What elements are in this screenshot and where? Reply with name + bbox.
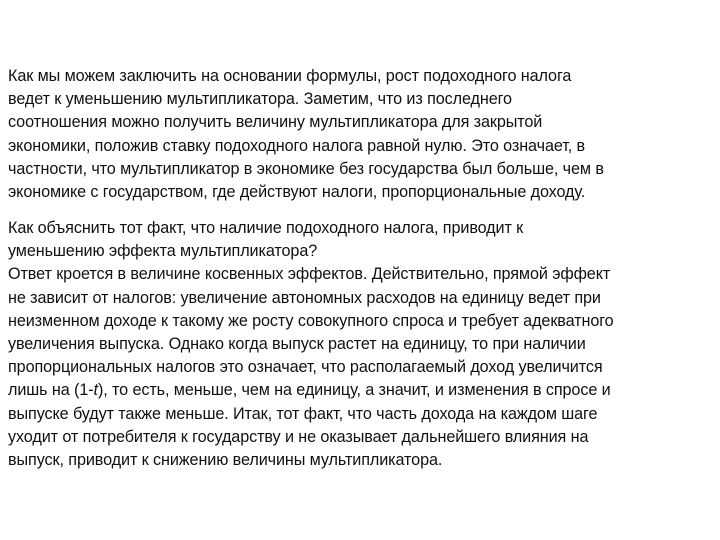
text-line: экономике с государством, где действуют налоги, пропорциональные доходу.: [8, 183, 586, 202]
paragraph-multiplier-formula: [8, 65, 714, 204]
text-line: экономики, положив ставку подоходного налога равной нулю. Это означает, в: [8, 136, 586, 155]
text-line: увеличения выпуска. Однако когда выпуск растет на единицу, то при наличии: [8, 335, 586, 354]
question-line: Как объяснить тот факт, что наличие подоходного налога, приводит к: [8, 219, 524, 237]
text-line: неизменном доходе к такому же росту совокупного спроса и требует адекватного: [8, 311, 614, 330]
tax-rate-variable: t: [93, 381, 98, 400]
text-line: не зависит от налогов: увеличение автономных расходов на единицу ведет при: [8, 288, 601, 307]
text-line: выпуске будут также меньше. Итак, тот факт, что часть дохода на каждом шаге: [8, 404, 598, 423]
text-segment: лишь на (1-: [8, 381, 94, 400]
question-line: уменьшению эффекта мультипликатора?: [8, 242, 318, 261]
text-line-with-tax-variable: [8, 379, 714, 402]
text-segment: ), то есть, меньше, чем на единицу, а значит, и изменения в спросе и: [97, 381, 611, 400]
text-line: пропорциональных налогов это означает, что располагаемый доход увеличится: [8, 358, 603, 377]
text-line: ведет к уменьшению мультипликатора. Заметим, что из последнего: [8, 90, 512, 109]
text-line: Как мы можем заключить на основании формулы, рост подоходного налога: [8, 67, 572, 85]
text-line: уходит от потребителя к государству и не оказывает дальнейшего влияния на: [8, 427, 589, 446]
text-line: Ответ кроется в величине косвенных эффектов. Действительно, прямой эффект: [8, 265, 611, 284]
text-line: выпуск, приводит к снижению величины мультипликатора.: [8, 451, 443, 470]
text-line: частности, что мультипликатор в экономике без государства был больше, чем в: [8, 159, 604, 178]
text-line: соотношения можно получить величину мультипликатора для закрытой: [8, 113, 543, 132]
paragraph-tax-explanation: [8, 217, 714, 472]
